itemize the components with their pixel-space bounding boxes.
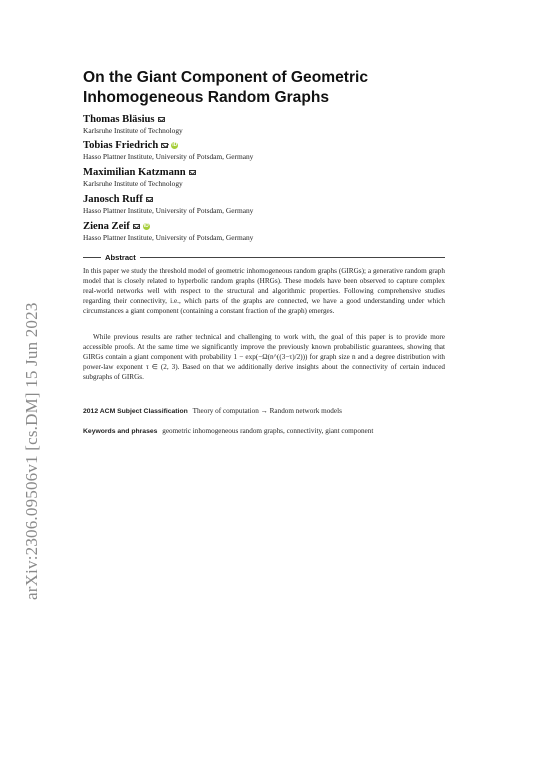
abstract-label: Abstract <box>105 253 136 262</box>
title-line-2: Inhomogeneous Random Graphs <box>83 89 330 106</box>
orcid-icon[interactable]: iD <box>143 223 149 229</box>
author-name: Thomas Bläsius <box>83 114 155 125</box>
abstract-paragraph-2: While previous results are rather technical and challenging to work with, the goal of this paper is to provide more accessible proofs. At the same time we significantly improve the previously known probabilistic guarantees, showing that GIRGs contain a giant component with probability 1 − exp(−Ω(n^((3−τ)/2))) for graph size n and a degree distribution with power-law exponent τ ∈ (2, 3). Based on that we additionally derive insights about the connectivity of certain induced subgraphs of GIRGs. <box>83 333 445 381</box>
abstract-heading <box>83 253 445 262</box>
author-block-friedrich <box>83 140 253 161</box>
title-line-1: On the Giant Component of Geometric <box>83 69 369 86</box>
keywords <box>83 426 463 437</box>
author-name: Tobias Friedrich <box>83 140 159 151</box>
author-block-zeif <box>83 221 253 242</box>
email-icon[interactable] <box>189 170 196 175</box>
email-icon[interactable] <box>146 197 153 202</box>
acm-classification <box>83 406 463 417</box>
divider <box>83 257 101 258</box>
orcid-icon[interactable]: iD <box>172 142 178 148</box>
email-icon[interactable] <box>161 143 168 148</box>
arxiv-sidebar-stamp: arXiv:2306.09506v1 [cs.DM] 15 Jun 2023 <box>22 302 41 600</box>
divider <box>140 257 445 258</box>
author-name: Ziena Zeif <box>83 221 130 232</box>
keywords-label: Keywords and phrases <box>83 428 158 435</box>
author-name: Maximilian Katzmann <box>83 167 186 178</box>
keywords-value: geometric inhomogeneous random graphs, connectivity, giant component <box>162 427 374 435</box>
paper-title <box>83 68 463 108</box>
author-affiliation: Hasso Plattner Institute, University of Potsdam, Germany <box>83 206 254 215</box>
author-affiliation: Karlsruhe Institute of Technology <box>83 126 183 135</box>
author-block-ruff <box>83 194 253 215</box>
email-icon[interactable] <box>133 224 140 229</box>
abstract-paragraph-1: In this paper we study the threshold model of geometric inhomogeneous random graphs (GIRGs); a generative random graph model that is closely related to hyperbolic random graphs (HRGs). These models have been observed to capture complex real-world networks well with respect to the structural and algorithmic properties. Following comprehensive studies regarding their connectivity, i.e., which parts of the graphs are connected, we have a good understanding under which circumstances a giant component (containing a constant fraction of the graph) emerges. <box>83 267 445 315</box>
classification-label: 2012 ACM Subject Classification <box>83 408 188 415</box>
author-block-blasius <box>83 114 183 135</box>
author-affiliation: Karlsruhe Institute of Technology <box>83 179 183 188</box>
author-name: Janosch Ruff <box>83 194 143 205</box>
classification-value: Theory of computation → Random network models <box>192 407 342 415</box>
email-icon[interactable] <box>158 117 165 122</box>
author-affiliation: Hasso Plattner Institute, University of Potsdam, Germany <box>83 152 254 161</box>
author-affiliation: Hasso Plattner Institute, University of Potsdam, Germany <box>83 233 254 242</box>
author-block-katzmann <box>83 167 196 188</box>
